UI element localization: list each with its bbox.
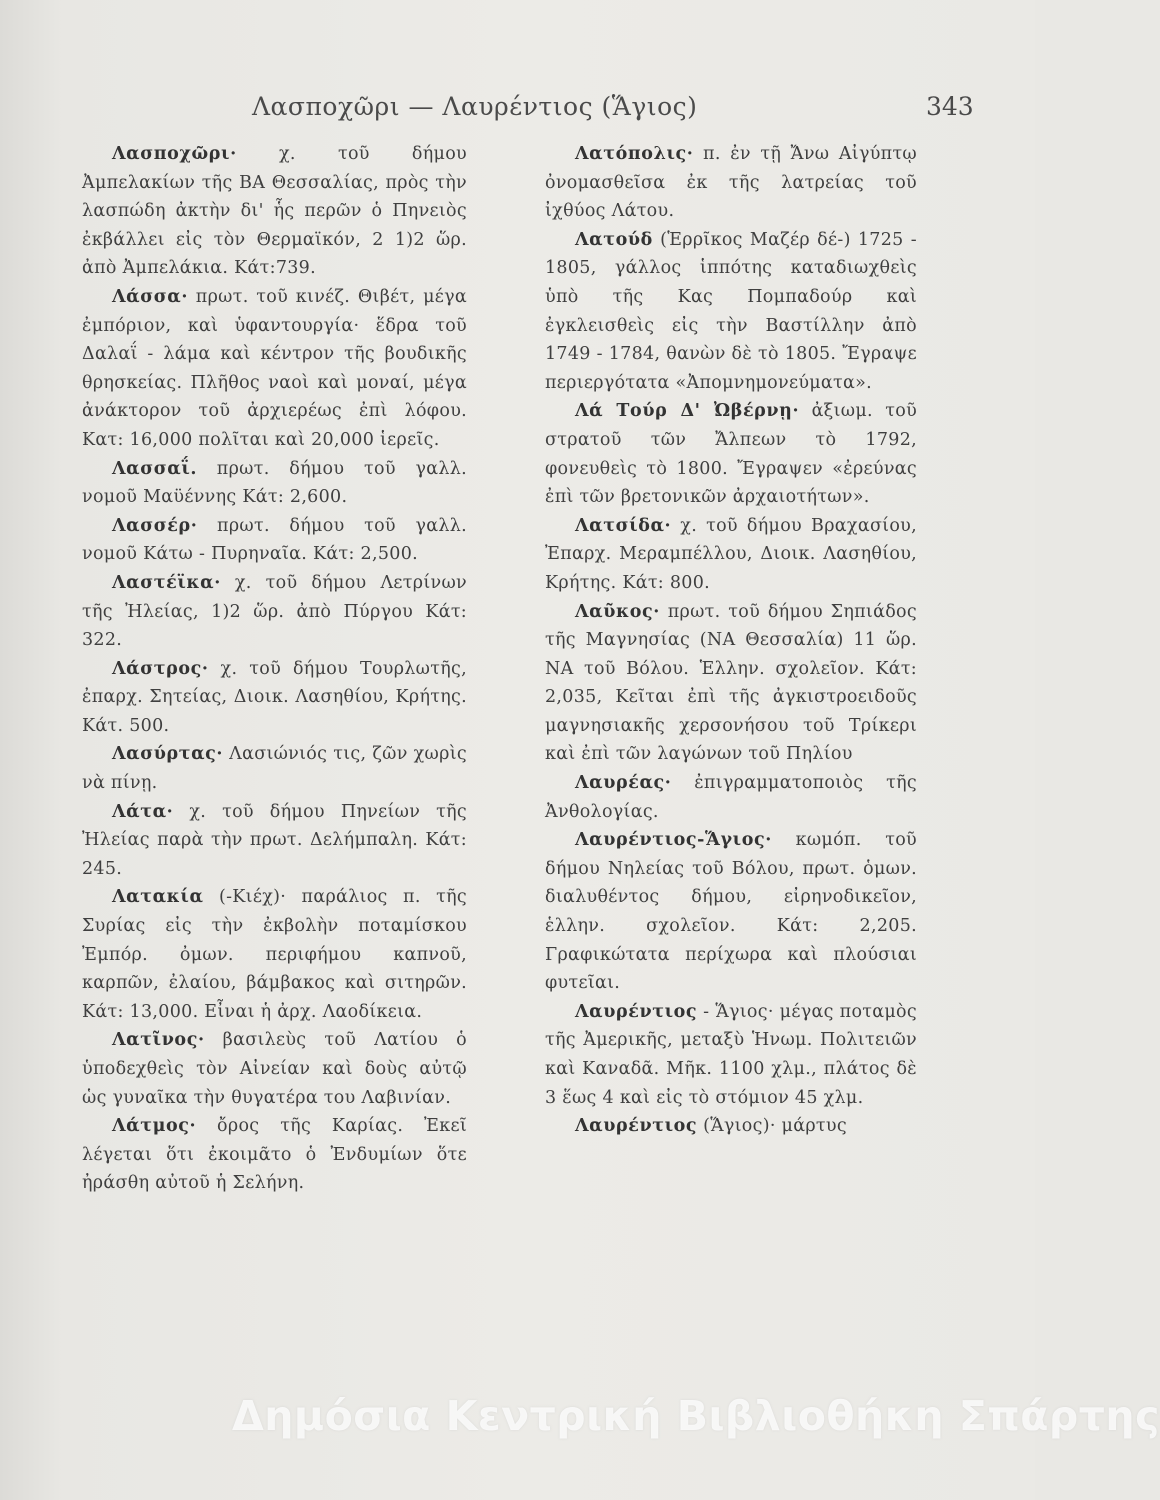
left-column (82, 140, 467, 1198)
entry-text: πρωτ. τοῦ δήμου Σηπιάδος τῆς Μαγνησίας (ΝΑ Θεσσαλία) 11 ὥρ. ΝΑ τοῦ Βόλου. Ἑλλην. σχολεῖον. Κάτ: 2,035, Κεῖται ἐπὶ τῆς ἀγκιστροειδοῦς μαγνησιακῆς χερσονήσου τοῦ Τρίκερι καὶ ἐπὶ τῶν λαγώνων τοῦ Πηλίου (545, 601, 917, 765)
entry-text: π. ἐν τῇ Ἄνω Αἰγύπτῳ ὀνομασθεῖσα ἐκ τῆς λατρείας τοῦ ἰχθύος Λάτου. (545, 144, 918, 222)
entry-headword: Λατσίδα· (575, 515, 672, 536)
entry-text: (Ἅγιος)· μάρτυς (703, 1116, 847, 1137)
entry-headword: Λάτα· (112, 801, 174, 822)
dictionary-entry (545, 512, 917, 598)
entry-text: ἀξιωμ. τοῦ στρατοῦ τῶν Ἄλπεων τὸ 1792, φονευθεὶς τὸ 1800. Ἔγραψεν «ἐρεύνας ἐπὶ τῶν βρετονικῶν ἀρχαιοτήτων». (545, 401, 918, 508)
dictionary-entry (82, 455, 467, 512)
dictionary-entry (82, 1112, 467, 1198)
entry-text: κωμόπ. τοῦ δήμου Νηλείας τοῦ Βόλου, πρωτ. ὁμων. διαλυθέντος δήμου, εἰρηνοδικεῖον, ἑλλην. σχολεῖον. Κάτ: 2,205. Γραφικώτατα περίχωρα καὶ πλούσιαι φυτεῖαι. (545, 830, 917, 994)
entry-text: χ. τοῦ δήμου Ἀμπελακίων τῆς ΒΑ Θεσσαλίας, πρὸς τὴν λασπώδη ἀκτὴν δι' ἧς περῶν ὁ Πηνειὸς ἐκβάλλει εἰς τὸν Θερμαϊκόν, 2 1)2 ὥρ. ἀπὸ Ἀμπελάκια. Κάτ:739. (82, 144, 467, 279)
entry-headword: Λαυρέντιος-Ἅγιος· (575, 830, 772, 851)
dictionary-entry (82, 798, 467, 884)
entry-headword: Λατακία (112, 887, 204, 908)
entry-text: ὄρος τῆς Καρίας. Ἐκεῖ λέγεται ὅτι ἐκοιμᾶτο ὁ Ἐνδυμίων ὅτε ἠράσθη αὐτοῦ ἡ Σελήνη. (82, 1116, 467, 1194)
entry-headword: Λαυρέας· (575, 773, 672, 794)
entry-headword: Λασύρτας· (112, 744, 224, 765)
entry-headword: Λασποχῶρι· (112, 144, 237, 164)
entry-text: χ. τοῦ δήμου Τουρλωτῆς, ἐπαρχ. Σητείας, Διοικ. Λασηθίου, Κρήτης. Κάτ. 500. (82, 658, 467, 736)
entry-text: πρωτ. τοῦ κινέζ. Θιβέτ, μέγα ἐμπόριον, καὶ ὑφαντουργία· ἕδρα τοῦ Δαλαΐ - λάμα καὶ κέντρον τῆς βουδικῆς θρησκείας. Πλῆθος ναοὶ καὶ μοναί, μέγα ἀνάκτορον τοῦ ἀρχιερέως ἐπὶ λόφου. Κατ: 16,000 πολῖται καὶ 20,000 ἱερεῖς. (82, 286, 467, 450)
entry-headword: Λαυρέντιος (575, 1116, 698, 1137)
dictionary-entry (82, 283, 467, 455)
entry-text: πρωτ. δήμου τοῦ γαλλ. νομοῦ Κάτω - Πυρηναῖα. Κάτ: 2,500. (82, 515, 467, 565)
entry-headword: Λατόπολις· (575, 144, 694, 164)
dictionary-entry (82, 655, 467, 741)
entry-headword: Λατούδ (575, 229, 653, 250)
entry-headword: Λαῦκος· (575, 601, 660, 622)
entry-headword: Λάτμος· (112, 1116, 197, 1137)
dictionary-entry (545, 769, 917, 826)
dictionary-entry (545, 598, 917, 770)
entry-headword: Λατῖνος· (112, 1030, 205, 1051)
entry-headword: Λασσαΐ. (112, 458, 198, 479)
right-column (545, 140, 917, 1141)
entry-text: πρωτ. δήμου τοῦ γαλλ. νομοῦ Μαϋέννης Κάτ: 2,600. (82, 458, 467, 508)
entry-headword: Λασσέρ· (112, 515, 198, 536)
entry-text: Λασιώνιός τις, ζῶν χωρὶς νὰ πίνῃ. (82, 744, 467, 794)
running-head (0, 92, 1035, 132)
entry-text: ἐπιγραμματοποιὸς τῆς Ἀνθολογίας. (545, 773, 917, 822)
entry-text: - Ἅγιος· μέγας ποταμὸς τῆς Ἀμερικῆς, μεταξὺ Ἡνωμ. Πολιτειῶν καὶ Καναδᾶ. Μῆκ. 1100 χλμ., πλάτος δὲ 3 ἕως 4 καὶ εἰς τὸ στόμιον 45 χλμ. (545, 1001, 917, 1108)
dictionary-entry (545, 226, 917, 398)
entry-text: βασιλεὺς τοῦ Λατίου ὁ ὑποδεχθεὶς τὸν Αἰνείαν καὶ δοὺς αὐτῷ ὡς γυναῖκα τὴν θυγατέρα του Λαβινίαν. (82, 1030, 467, 1108)
dictionary-entry (82, 569, 467, 655)
dictionary-entry (82, 512, 467, 569)
dictionary-entry (545, 1112, 917, 1141)
page-number: 343 (926, 92, 974, 121)
dictionary-entry (545, 998, 917, 1112)
entry-headword: Λαυρέντιος (575, 1001, 698, 1022)
entry-text: χ. τοῦ δήμου Πηνείων τῆς Ἠλείας παρὰ τὴν πρωτ. Δελήμπαλη. Κάτ: 245. (82, 801, 467, 879)
library-watermark: Δημόσια Κεντρική Βιβλιοθήκη Σπάρτης (232, 1392, 1160, 1440)
entry-headword: Λαστέϊκα· (112, 572, 221, 593)
dictionary-entry (82, 1026, 467, 1112)
entry-headword: Λάστρος· (112, 658, 209, 679)
entry-headword: Λά Τούρ Δ' Ὠβέρνῃ· (575, 401, 800, 422)
dictionary-entry (545, 140, 917, 226)
dictionary-entry (545, 397, 917, 511)
dictionary-entry (82, 140, 467, 283)
entry-headword: Λάσσα· (112, 286, 189, 307)
dictionary-entry (82, 883, 467, 1026)
page-title: Λασποχῶρι — Λαυρέντιος (Ἅγιος) (252, 92, 698, 121)
entry-text: (Ἑρρῖκος Μαζέρ δέ-) 1725 - 1805, γάλλος ἱππότης καταδιωχθεὶς ὑπὸ τῆς Κας Πομπαδούρ καὶ ἐγκλεισθεὶς εἰς τὴν Βαστίλλην ἀπὸ 1749 - 1784, θανὼν δὲ τὸ 1805. Ἔγραψε περιεργότατα «Ἀπομνημονεύματα». (545, 229, 917, 393)
dictionary-entry (545, 826, 917, 998)
entry-text: (-Κιέχ)· παράλιος π. τῆς Συρίας εἰς τὴν ἐκβολὴν ποταμίσκου Ἐμπόρ. ὀμων. περιφήμου καπνοῦ, καρπῶν, ἐλαίου, βάμβακος καὶ σιτηρῶν. Κάτ: 13,000. Εἶναι ἡ ἀρχ. Λαοδίκεια. (82, 887, 467, 1022)
entry-text: χ. τοῦ δήμου Βραχασίου, Ἐπαρχ. Μεραμπέλλου, Διοικ. Λασηθίου, Κρήτης. Κάτ: 800. (545, 515, 917, 593)
dictionary-entry (82, 740, 467, 797)
entry-text: χ. τοῦ δήμου Λετρίνων τῆς Ἠλείας, 1)2 ὥρ. ἀπὸ Πύργου Κάτ: 322. (82, 572, 467, 651)
